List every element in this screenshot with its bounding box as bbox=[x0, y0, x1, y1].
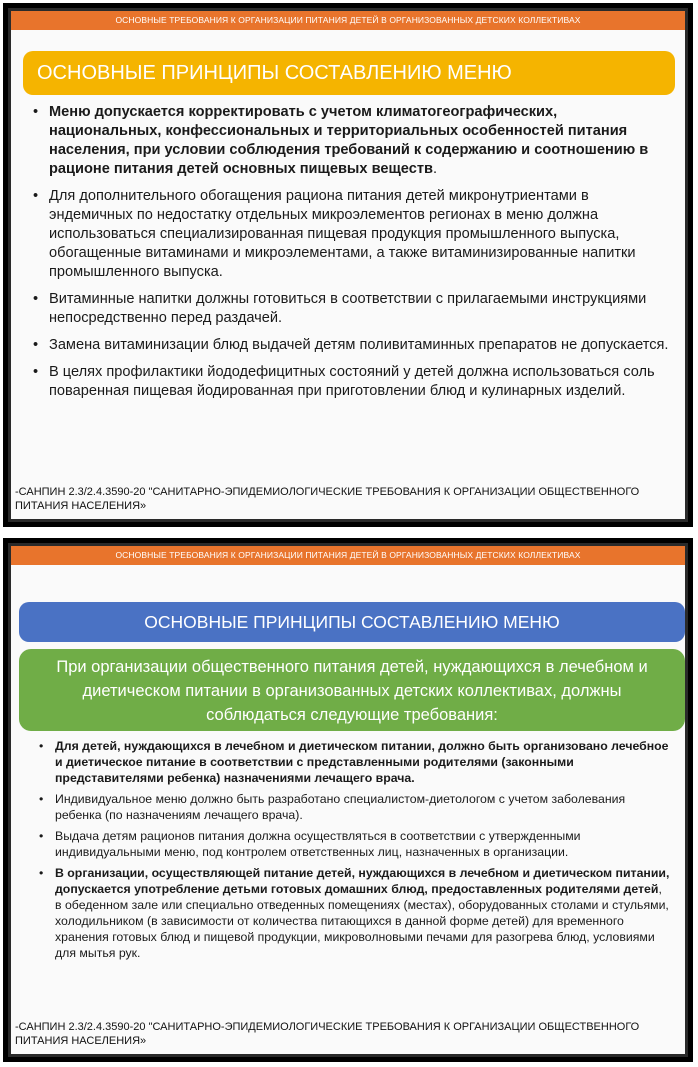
slide-1-heading: ОСНОВНЫЕ ПРИНЦИПЫ СОСТАВЛЕНИЮ МЕНЮ bbox=[23, 51, 675, 95]
slide-2-heading: ОСНОВНЫЕ ПРИНЦИПЫ СОСТАВЛЕНИЮ МЕНЮ bbox=[19, 602, 685, 642]
bullet-item: • Меню допускается корректировать с учетом климатогеографических, национальных, конфессиональных и территориальных особенностей питания населения, при условии соблюдения требований к содержанию и соотношению в рационе питания детей основных пищевых веществ. bbox=[31, 103, 671, 179]
slide-2-bullet-list bbox=[37, 738, 671, 966]
slide-2-frame bbox=[3, 538, 693, 1062]
bullet-item: • В организации, осуществляющей питание детей, нуждающихся в лечебном и диетическом питании, допускается употребление детьми готовых домашних блюд, предоставленных родителями детей, в обеденном зале или специально отведенных помещениях (местах), оборудованных столами и стульями, холодильником (в зависимости от количества питающихся в данной форме детей) для временного хранения готовых блюд и пищевой продукции, микроволновыми печами для разогрева блюд, условиями для мытья рук. bbox=[37, 865, 671, 961]
bullet-item: • Индивидуальное меню должно быть разработано специалистом-диетологом с учетом заболевания ребенка (по назначениям лечащего врача). bbox=[37, 791, 671, 823]
slide-1-top-bar: ОСНОВНЫЕ ТРЕБОВАНИЯ К ОРГАНИЗАЦИИ ПИТАНИЯ ДЕТЕЙ В ОРГАНИЗОВАННЫХ ДЕТСКИХ КОЛЛЕКТИВАХ bbox=[11, 11, 685, 30]
slide-1 bbox=[8, 8, 688, 522]
bullet-item: • Для детей, нуждающихся в лечебном и диетическом питании, должно быть организовано лечебное и диетическое питание в соответствии с представленными родителями (законными представителями ребенка) назначениями лечащего врача. bbox=[37, 738, 671, 786]
bullet-item: • Для дополнительного обогащения рациона питания детей микронутриентами в эндемичных по недостатку отдельных микроэлементов регионах в меню должна использоваться специализированная пищевая продукция промышленного выпуска, обогащенные витаминами и микроэлементами, а также витаминизированные напитки промышленного выпуска. bbox=[31, 187, 671, 282]
slide-2-top-bar: ОСНОВНЫЕ ТРЕБОВАНИЯ К ОРГАНИЗАЦИИ ПИТАНИЯ ДЕТЕЙ В ОРГАНИЗОВАННЫХ ДЕТСКИХ КОЛЛЕКТИВАХ bbox=[11, 546, 685, 565]
slide-2 bbox=[8, 543, 688, 1057]
bullet-item: • В целях профилактики йододефицитных состояний у детей должна использоваться соль поваренная пищевая йодированная при приготовлении блюд и кулинарных изделий. bbox=[31, 363, 671, 401]
bullet-item: • Витаминные напитки должны готовиться в соответствии с прилагаемыми инструкциями непосредственно перед раздачей. bbox=[31, 290, 671, 328]
slide-1-source: -САНПИН 2.3/2.4.3590-20 "САНИТАРНО-ЭПИДЕМИОЛОГИЧЕСКИЕ ТРЕБОВАНИЯ К ОРГАНИЗАЦИИ ОБЩЕСТВЕННОГО ПИТАНИЯ НАСЕЛЕНИЯ» bbox=[15, 486, 640, 512]
bullet-item: • Замена витаминизации блюд выдачей детям поливитаминных препаратов не допускается. bbox=[31, 336, 671, 355]
bullet-item: • Выдача детям рационов питания должна осуществляться в соответствии с утвержденными индивидуальными меню, под контролем ответственных лиц, назначенных в организации. bbox=[37, 828, 671, 860]
slide-2-source: -САНПИН 2.3/2.4.3590-20 "САНИТАРНО-ЭПИДЕМИОЛОГИЧЕСКИЕ ТРЕБОВАНИЯ К ОРГАНИЗАЦИИ ОБЩЕСТВЕННОГО ПИТАНИЯ НАСЕЛЕНИЯ» bbox=[15, 1021, 640, 1047]
slide-1-bullet-list bbox=[31, 103, 671, 409]
slide-2-subheading: При организации общественного питания детей, нуждающихся в лечебном и диетическом питании в организованных детских коллективах, должны соблюдаться следующие требования: bbox=[19, 649, 685, 731]
slide-1-frame bbox=[3, 3, 693, 527]
